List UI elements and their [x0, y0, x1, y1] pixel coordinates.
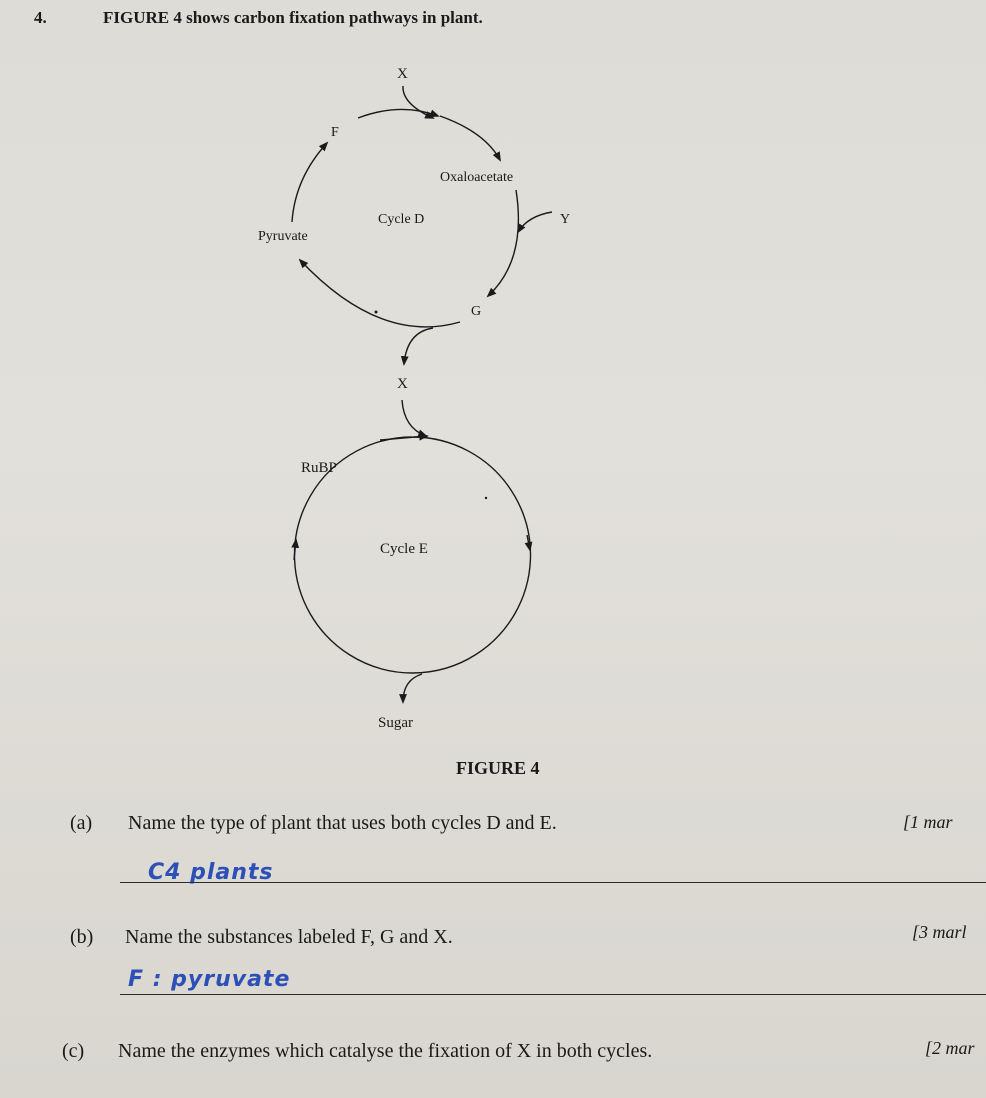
label-pyruvate: Pyruvate: [258, 229, 308, 244]
answer-a-line: [120, 882, 986, 883]
label-rubp: RuBP: [301, 460, 337, 476]
cycle-e-arrow-left: [294, 540, 296, 560]
question-b-marks: [912, 922, 967, 943]
cycle-d-arc-top-right: [440, 116, 500, 160]
sugar-out-arrow: [403, 674, 422, 702]
label-x-mid: X: [397, 376, 408, 392]
answer-b-line: [120, 994, 986, 995]
label-g: G: [471, 304, 482, 319]
x-in-arrow-e: [402, 400, 426, 436]
label-cycle-e: Cycle E: [380, 541, 428, 557]
question-a-marks: [903, 812, 953, 833]
cycle-d-arc-left: [292, 143, 327, 222]
label-x-top: X: [397, 66, 408, 82]
question-c-label: (c): [62, 1040, 85, 1062]
label-y: Y: [560, 212, 571, 227]
cycle-e-arrow-top: [380, 436, 427, 440]
question-intro: FIGURE 4 shows carbon fixation pathways in plant.: [103, 8, 483, 27]
label-sugar: Sugar: [378, 715, 413, 731]
question-c-marks: [925, 1038, 975, 1059]
question-a-label: (a): [70, 812, 93, 834]
label-f: F: [331, 125, 339, 140]
question-b-label: (b): [70, 926, 94, 948]
x-out-arrow: [404, 328, 433, 364]
question-number: 4.: [34, 8, 47, 27]
question-b-text: Name the substances labeled F, G and X.: [125, 926, 453, 948]
marks-text: [3 marl: [912, 922, 967, 942]
question-a-text: Name the type of plant that uses both cycles D and E.: [128, 812, 557, 834]
label-cycle-d: Cycle D: [378, 212, 425, 227]
cycle-d-arc-right: [488, 190, 518, 296]
answer-b: F : pyruvate: [128, 967, 291, 992]
cycle-d-arc-top: [358, 109, 438, 118]
label-oxaloacetate: Oxaloacetate: [440, 170, 514, 185]
figure-caption: FIGURE 4: [456, 758, 540, 778]
y-out-arrow: [518, 212, 552, 232]
small-dot-e: [485, 497, 487, 499]
answer-a: C4 plants: [148, 860, 274, 885]
marks-text: [2 mar: [925, 1038, 975, 1058]
cycle-d-arc-bottom: [300, 260, 460, 327]
question-c-text: Name the enzymes which catalyse the fixation of X in both cycles.: [118, 1040, 653, 1062]
small-dot: [375, 311, 378, 314]
marks-text: [1 mar: [903, 812, 953, 832]
